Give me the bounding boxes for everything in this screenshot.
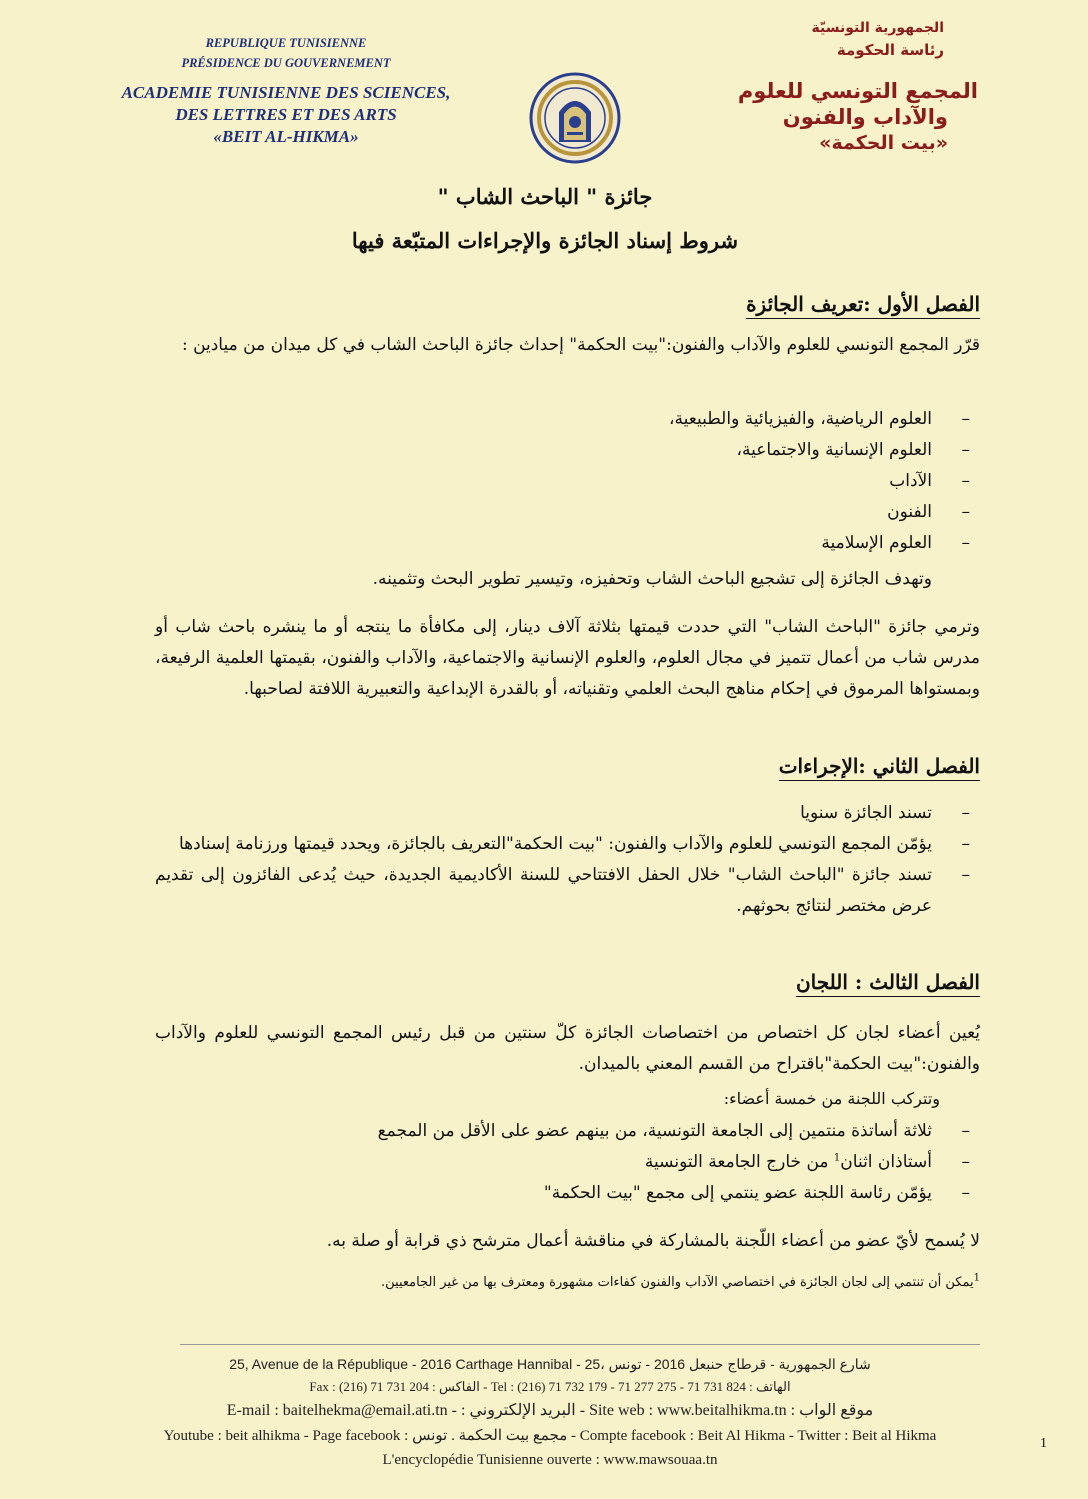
section1-intro: قرّر المجمع التونسي للعلوم والآداب والفنون:"بيت الحكمة" إحداث جائزة الباحث الشاب في كل ميدان من ميادين : — [181, 335, 980, 355]
header-ar-letters: والآداب والفنون — [782, 105, 948, 129]
footnote-ref: 1 — [833, 1152, 841, 1164]
list-item — [250, 1147, 980, 1178]
footer-social: Youtube : beit alhikma - Page facebook : مجمع بيت الحكمة . تونس - Compte facebook : Beit Al Hikma - Twitter : Beit al Hikma — [163, 1428, 937, 1444]
list-item: – تسند جائزة "الباحث الشاب" خلال الحفل الافتتاحي للسنة الأكاديمية الجديدة، حيث يُدعى الفائزون إلى تقديم عرض مختصر لنتائج بحوثهم. — [155, 860, 980, 922]
section1-goal: وتهدف الجائزة إلى تشجيع الباحث الشاب وتحفيزه، وتيسير تطوير البحث وتثمينه. — [372, 569, 932, 589]
section3-composition: وتتركب اللجنة من خمسة أعضاء: — [723, 1089, 940, 1108]
section1-list — [300, 404, 980, 559]
header-ar-republic: الجمهورية التونسيّة — [811, 20, 944, 36]
page-number: 1 — [1040, 1436, 1047, 1451]
list-item: – ثلاثة أساتذة منتمين إلى الجامعة التونسية، من بينهم عضو على الأقل من المجمع — [250, 1116, 980, 1147]
section2-heading-text: الفصل الثاني :الإجراءات — [779, 754, 980, 781]
header-french — [118, 34, 454, 148]
academy-emblem-icon — [529, 72, 621, 164]
list-item: – العلوم الإنسانية والاجتماعية، — [300, 435, 980, 466]
list-item: – الفنون — [300, 497, 980, 528]
section1-heading — [600, 292, 980, 316]
section3-list — [250, 1116, 980, 1209]
header-ar-beit: «بيت الحكمة» — [819, 132, 948, 154]
page-subtitle: شروط إسناد الجائزة والإجراءات المتبّعة فيها — [351, 228, 739, 253]
footer-divider — [180, 1344, 980, 1345]
list-item: – يؤمّن رئاسة اللجنة عضو ينتمي إلى مجمع "بيت الحكمة" — [250, 1178, 980, 1209]
page-title: جائزة " الباحث الشاب " — [437, 184, 653, 209]
list-item: – العلوم الرياضية، والفيزيائية والطبيعية، — [300, 404, 980, 435]
section3-heading-text: الفصل الثالث : اللجان — [796, 970, 980, 997]
header-fr-republic: REPUBLIQUE TUNISIENNE — [205, 36, 367, 50]
section2-heading — [600, 754, 980, 778]
footer-encyclopedia: L'encyclopédie Tunisienne ouverte : www.mawsouaa.tn — [382, 1452, 718, 1468]
footer-email: E-mail : baitelhekma@email.ati.tn - : البريد الإلكتروني - Site web : www.beitalhikma.tn : موقع الواب — [226, 1402, 874, 1419]
header-fr-presidency: PRÉSIDENCE DU GOUVERNEMENT — [181, 56, 391, 70]
header-ar-presidency: رئاسة الحكومة — [836, 41, 944, 59]
list-item: – تسند الجائزة سنويا — [155, 798, 980, 829]
list-item: – الآداب — [300, 466, 980, 497]
section3-heading — [600, 970, 980, 994]
footer-address: 25, Avenue de la République - 2016 Carthage Hannibal - 25، شارع الجمهورية - قرطاج حنبعل 2016 - تونس — [229, 1356, 871, 1372]
header-fr-beit: «BEIT AL-HIKMA» — [213, 127, 359, 146]
footnote — [250, 1272, 980, 1294]
header-fr-academy: ACADEMIE TUNISIENNE DES SCIENCES, — [121, 83, 451, 102]
header-fr-letters: DES LETTRES ET DES ARTS — [175, 105, 397, 124]
section1-paragraph: وترمي جائزة "الباحث الشاب" التي حددت قيمتها بثلاثة آلاف دينار، إلى مكافأة ما ينتجه أو ما ينشره باحث شاب أو مدرس شاب من أعمال تتميز في مجال العلوم، والعلوم الإنسانية والاجتماعية، والآداب والفنون، بقيمتها العلمية الرفيعة، وبمستواها المرموق في إحكام مناهج البحث العلمي وتقنياته، أو بالقدرة الإبداعية والتعبيرية اللافتة لصاحبها. — [155, 617, 980, 699]
list-item-tail: من خارج الجامعة التونسية — [644, 1152, 829, 1172]
section3-rule: لا يُسمح لأيّ عضو من أعضاء اللّجنة بالمشاركة في مناقشة أعمال مترشح ذي قرابة أو صلة به. — [326, 1231, 980, 1251]
section3-paragraph: يُعين أعضاء لجان كل اختصاص من اختصاصات الجائزة كلّ سنتين من قبل رئيس المجمع التونسي للعلوم والآداب والفنون:"بيت الحكمة"باقتراح من القسم المعني بالميدان. — [155, 1023, 980, 1074]
footer — [100, 1352, 1000, 1472]
list-item: – العلوم الإسلامية — [300, 528, 980, 559]
section2-list — [155, 798, 980, 922]
header-ar-academy: المجمع التونسي للعلوم — [737, 79, 978, 103]
footer-phone: Fax : (216) 71 731 204 : الفاكس - Tel : (216) 71 732 179 - 71 277 275 - 71 731 824 : الهاتف — [309, 1379, 791, 1394]
header-arabic — [680, 18, 978, 156]
footnote-mark: 1 — [973, 1272, 980, 1284]
list-item: – يؤمّن المجمع التونسي للعلوم والآداب والفنون: "بيت الحكمة"التعريف بالجائزة، ويحدد قيمتها ورزنامة إسنادها — [155, 829, 980, 860]
list-item-text: أستاذان اثنان — [840, 1152, 932, 1172]
section1-heading-text: الفصل الأول :تعريف الجائزة — [746, 292, 980, 319]
footnote-text: يمكن أن تنتمي إلى لجان الجائزة في اختصاصي الآداب والفنون كفاءات مشهورة ومعترف بها من غير الجامعيين. — [381, 1275, 974, 1290]
